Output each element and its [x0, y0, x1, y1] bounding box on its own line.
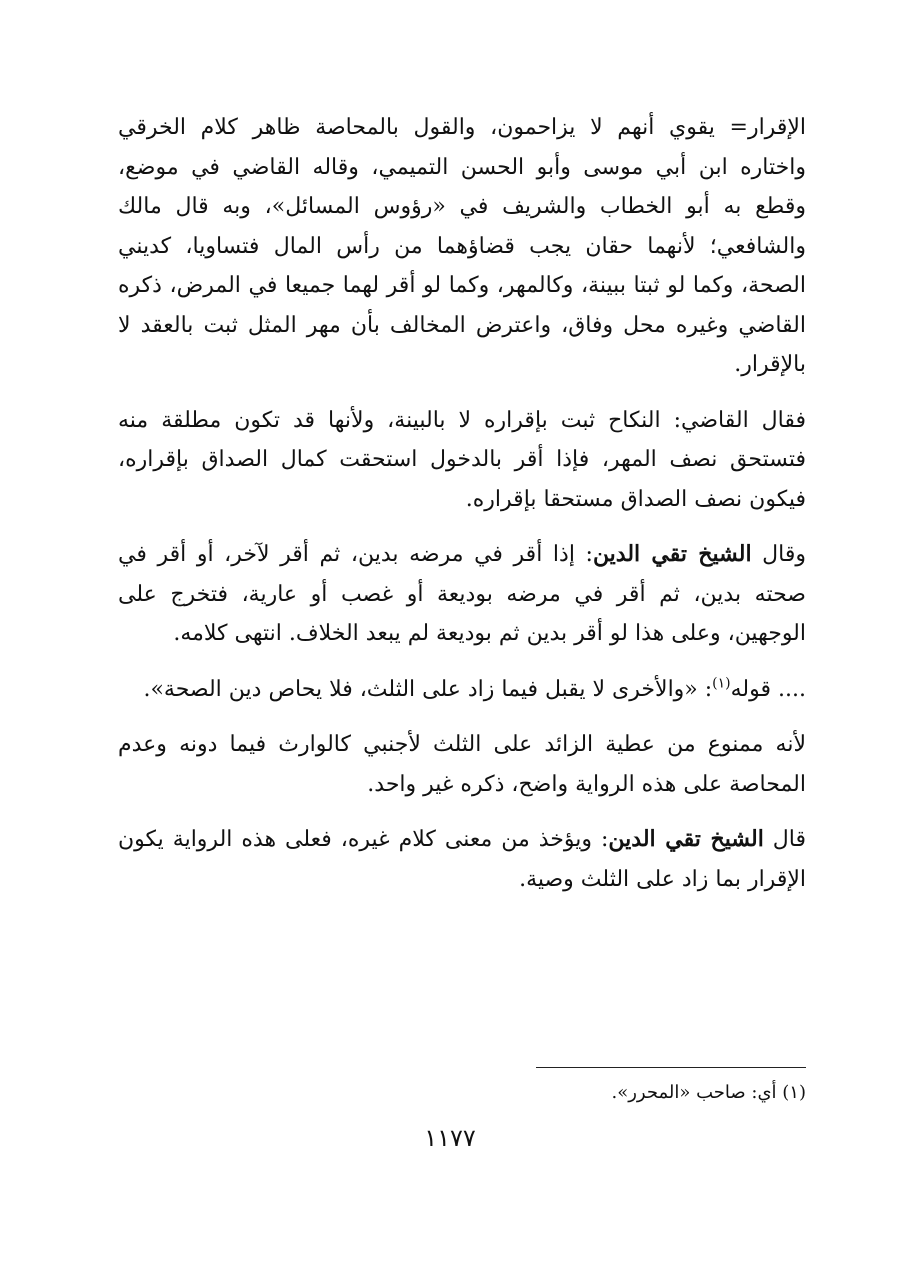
- paragraph-3-bold-name: الشيخ تقي الدين: [592, 541, 752, 567]
- paragraph-4: [118, 670, 806, 710]
- document-body: [118, 108, 806, 915]
- paragraph-5-text: لأنه ممنوع من عطية الزائد على الثلث لأجنبي كالوارث فيما دونه وعدم المحاصة على هذه الرواية واضح، ذكره غير واحد.: [118, 732, 806, 797]
- paragraph-6: [118, 820, 806, 899]
- paragraph-6-rest: : ويؤخذ من معنى كلام غيره، فعلى هذه الرواية يكون الإقرار بما زاد على الثلث وصية.: [118, 827, 806, 892]
- paragraph-4-rest: : «والأخرى لا يقبل فيما زاد على الثلث، فلا يحاص دين الصحة».: [143, 676, 713, 702]
- paragraph-2-text: فقال القاضي: النكاح ثبت بإقراره لا بالبينة، ولأنها قد تكون مطلقة منه فتستحق نصف المهر، فإذا أقر بالدخول استحقت كمال الصداق بإقراره، فيكون نصف الصداق مستحقا بإقراره.: [118, 407, 806, 512]
- paragraph-5: [118, 725, 806, 804]
- paragraph-1-text: الإقرار= يقوي أنهم لا يزاحمون، والقول بالمحاصة ظاهر كلام الخرقي واختاره ابن أبي موسى وأبو الحسن التميمي، وقاله القاضي في موضع، وقطع به أبو الخطاب والشريف في «رؤوس المسائل»، وبه قال مالك والشافعي؛ لأنهما حقان يجب قضاؤهما من رأس المال فتساويا، كديني الصحة، وكما لو ثبتا ببينة، وكالمهر، وكما لو أقر لهما جميعا في المرض، ذكره القاضي وغيره محل وفاق، واعترض المخالف بأن مهر المثل ثبت بالعقد لا بالإقرار.: [118, 115, 806, 377]
- footnote: [118, 1078, 806, 1108]
- footnote-text: (١) أي: صاحب «المحرر».: [611, 1082, 806, 1103]
- footnote-divider: [536, 1067, 806, 1068]
- paragraph-4-lead: .... قوله: [730, 676, 806, 702]
- paragraph-6-bold-name: الشيخ تقي الدين: [608, 826, 764, 852]
- footnote-reference[interactable]: (١): [712, 675, 731, 692]
- paragraph-2: [118, 401, 806, 520]
- page-number: ١١٧٧: [424, 1124, 476, 1152]
- paragraph-1: [118, 108, 806, 385]
- paragraph-3-rest: : إذا أقر في مرضه بدين، ثم أقر لآخر، أو أقر في صحته بدين، ثم أقر في مرضه بوديعة أو غصب أو عارية، فتخرج على الوجهين، وعلى هذا لو أقر بدين ثم بوديعة لم يبعد الخلاف. انتهى كلامه.: [118, 542, 806, 646]
- paragraph-3: [118, 535, 806, 654]
- paragraph-3-lead: وقال: [751, 542, 807, 567]
- paragraph-6-lead: قال: [763, 827, 807, 852]
